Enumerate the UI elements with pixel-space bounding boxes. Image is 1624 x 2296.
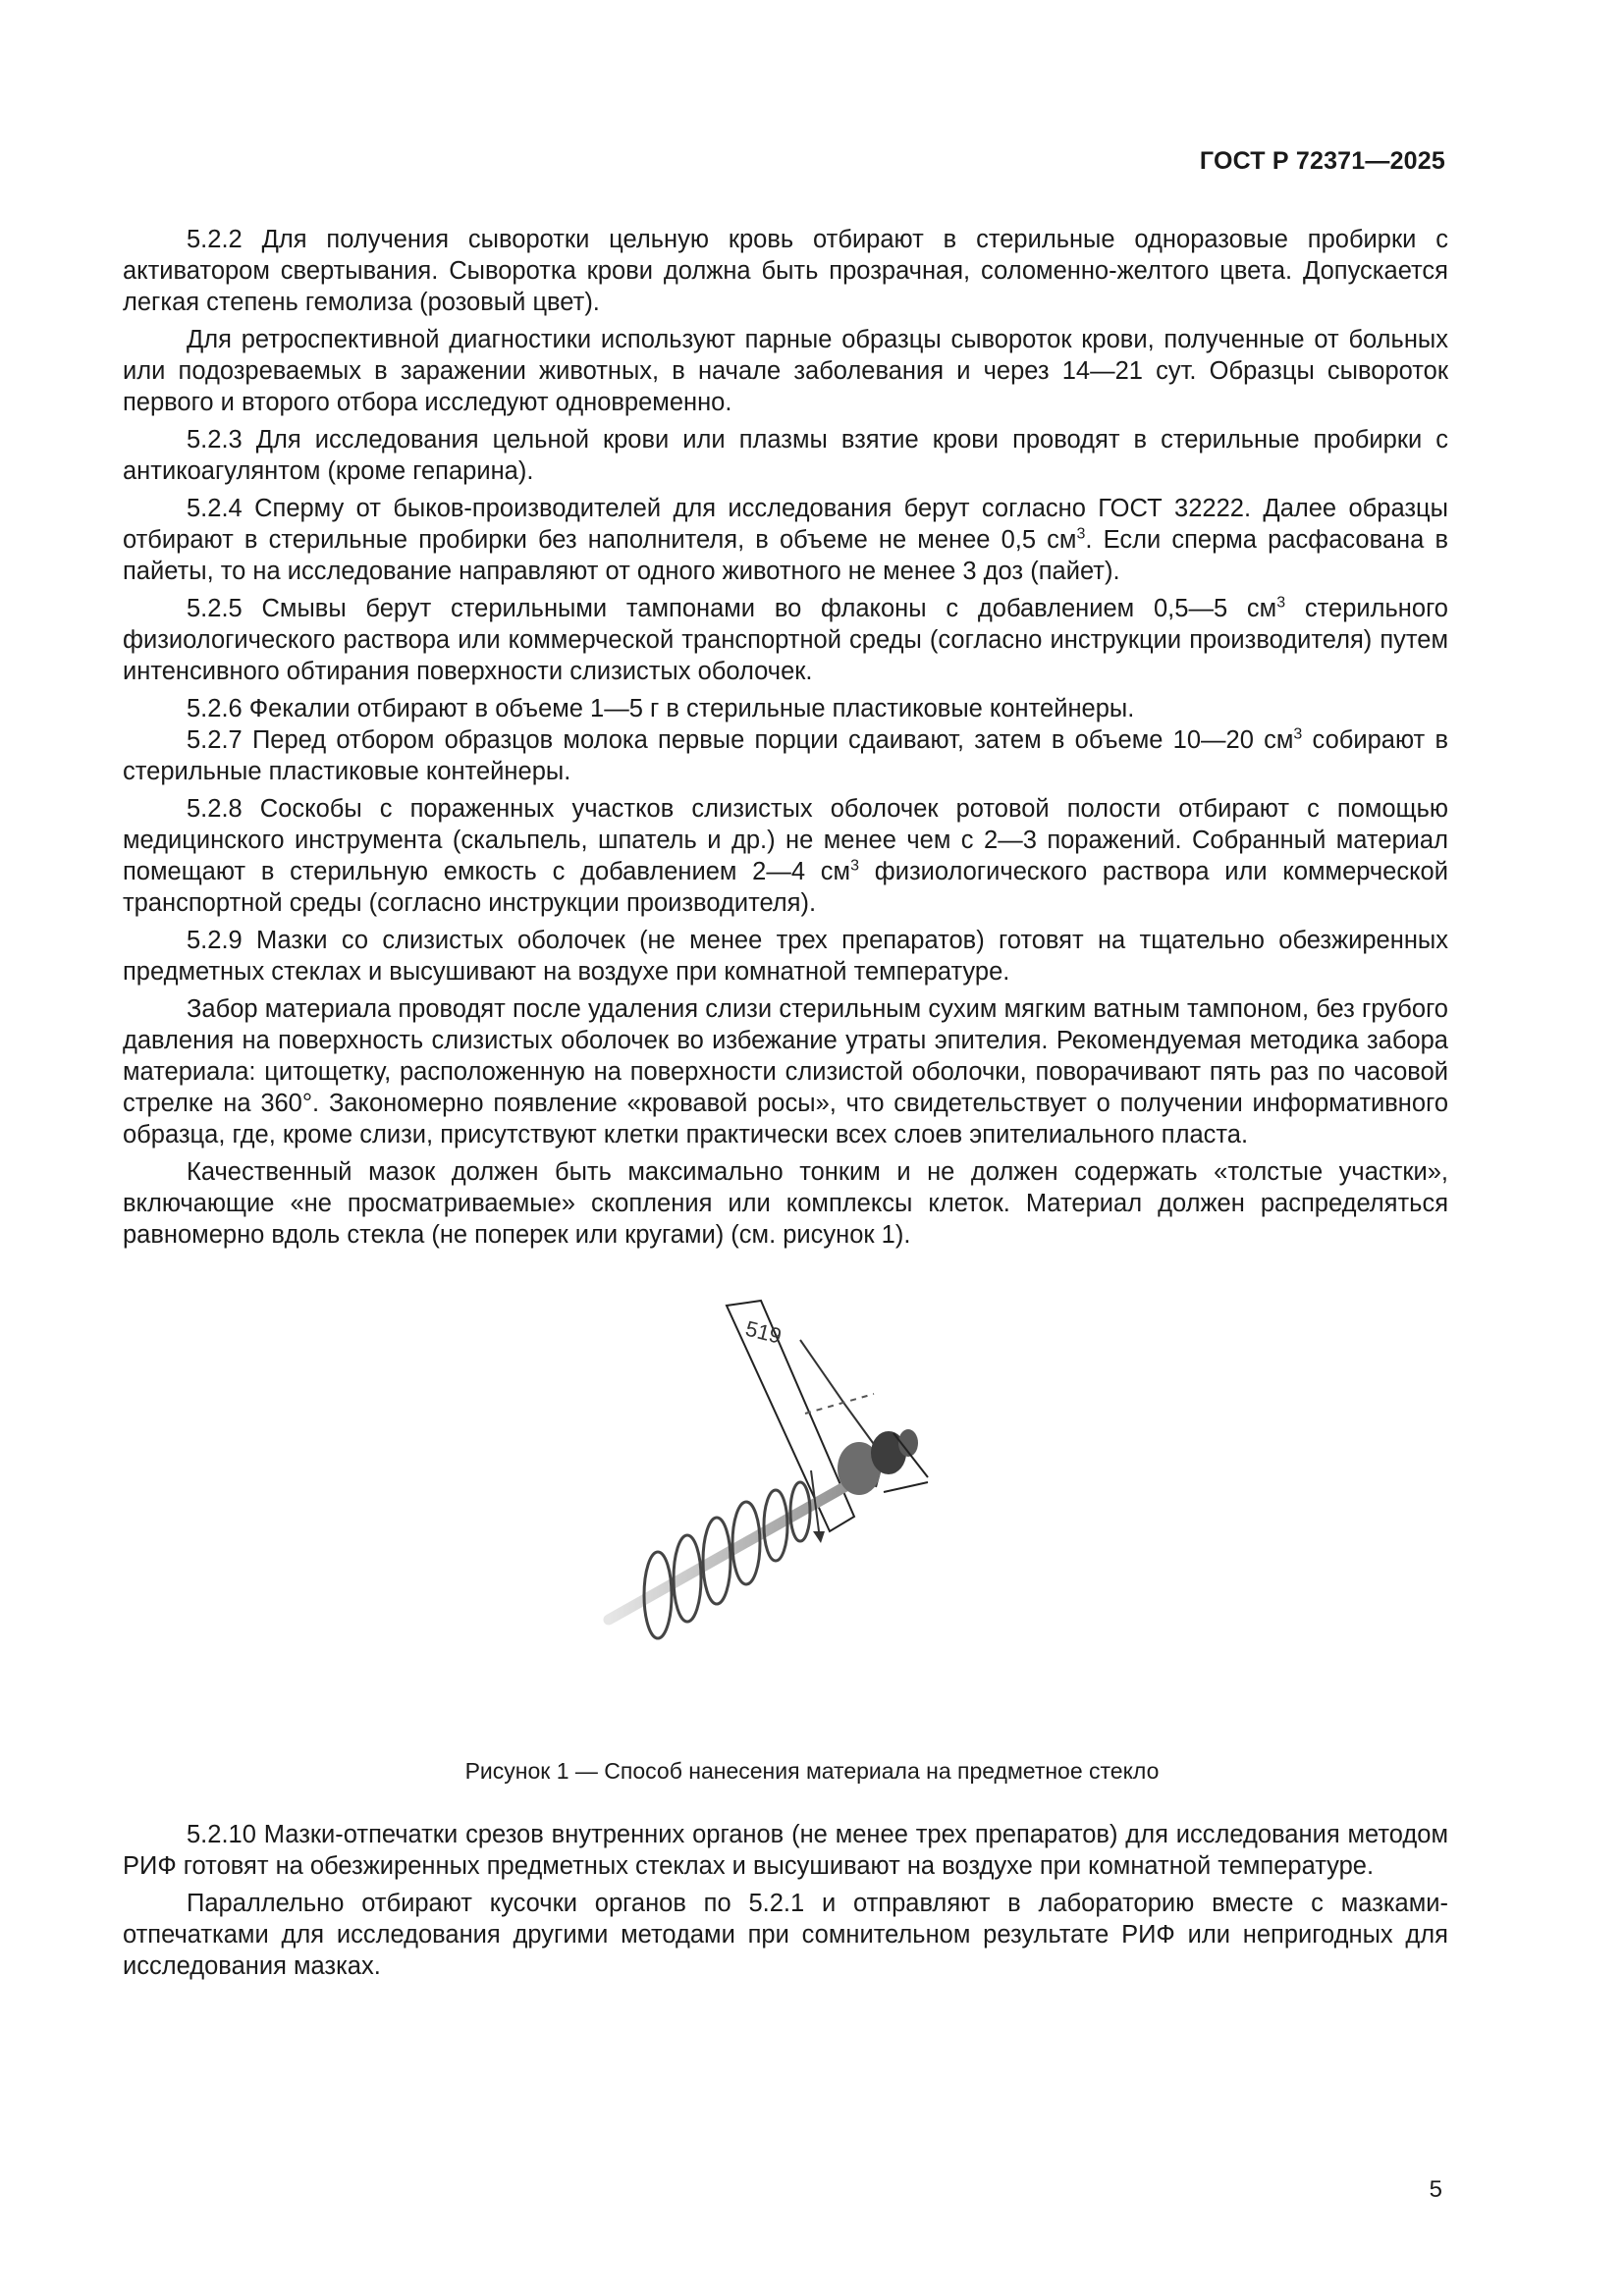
paragraph-5-2-6: 5.2.6 Фекалии отбирают в объеме 1—5 г в стерильные пластиковые контейнеры. xyxy=(187,695,1135,722)
brush-shaft xyxy=(609,1470,874,1620)
paragraph-5-2-7-text: 5.2.7 Перед отбором образцов молока первые порции сдаивают, затем в объеме 10—20 см xyxy=(187,726,1294,754)
body-text-section-2 xyxy=(123,1819,1448,1982)
page-number: 5 xyxy=(1429,2176,1442,2203)
superscript: 3 xyxy=(1076,525,1086,543)
paragraph-5-2-7-text-end: собирают в стерильные пластиковые контейнеры. xyxy=(123,726,1448,785)
superscript: 3 xyxy=(1293,725,1303,743)
paragraph-smear-quality: Качественный мазок должен быть максимально тонким и не должен содержать «толстые участки», включающие «не просматриваемые» скопления или комплексы клеток. Материал должен распределяться равномерно вдоль стекла (не поперек или кругами) (см. рисунок 1). xyxy=(123,1158,1448,1249)
paragraph-5-2-4-text-end: . Если сперма расфасована в пайеты, то на исследование направляют от одного животного не менее 3 доз (пайет). xyxy=(123,526,1448,585)
slide-label: 519 xyxy=(742,1315,785,1349)
paragraph-5-2-9: 5.2.9 Мазки со слизистых оболочек (не менее трех препаратов) готовят на тщательно обезжиренных предметных стеклах и высушивают на воздухе при комнатной температуре. xyxy=(123,927,1448,986)
slide-surface-base xyxy=(884,1482,928,1492)
paragraph-5-2-3: 5.2.3 Для исследования цельной крови или плазмы взятие крови проводят в стерильные пробирки с антикоагулянтом (кроме гепарина). xyxy=(123,426,1448,485)
cytobrush-illustration xyxy=(589,1296,1001,1669)
paragraph-retrospective: Для ретроспективной диагностики используют парные образцы сывороток крови, полученные от больных или подозреваемых в заражении животных, в начале заболевания и через 14—21 сут. Образцы сывороток первого и второго отбора исследуют одновременно. xyxy=(123,326,1448,416)
superscript: 3 xyxy=(850,857,859,875)
document-id-header: ГОСТ Р 72371—2025 xyxy=(1199,147,1445,175)
figure-1 xyxy=(589,1296,1001,1669)
paragraph-parallel: Параллельно отбирают кусочки органов по 5.2.1 и отправляют в лабораторию вместе с мазками-отпечатками для исследования другими методами при сомнительном результате РИФ или непригодных для исследования мазках. xyxy=(123,1890,1448,1980)
paragraph-5-2-5 xyxy=(123,593,1448,687)
paragraph-5-2-4-text: 5.2.4 Сперму от быков-производителей для исследования берут согласно ГОСТ 32222. Далее образцы отбирают в стерильные пробирки без наполнителя, в объеме не менее 0,5 см xyxy=(123,495,1448,554)
paragraph-sampling-method: Забор материала проводят после удаления слизи стерильным сухим мягким ватным тампоном, без грубого давления на поверхность слизистых оболочек во избежание утраты эпителия. Рекомендуемая методика забора материала: цитощетку, расположенную на поверхности слизистой оболочки, поворачивают пять раз по часовой стрелке на 360°. Закономерно появление «кровавой росы», что свидетельствует о получении информативного образца, где, кроме слизи, присутствуют клетки практически всех слоев эпителиального пласта. xyxy=(123,995,1448,1148)
superscript: 3 xyxy=(1276,594,1286,612)
figure-caption: Рисунок 1 — Способ нанесения материала на предметное стекло xyxy=(464,1758,1160,1784)
body-text-section xyxy=(123,224,1448,1251)
paragraph-5-2-10: 5.2.10 Мазки-отпечатки срезов внутренних органов (не менее трех препаратов) для исследования методом РИФ готовят на обезжиренных предметных стеклах и высушивают на воздухе при комнатной температуре. xyxy=(123,1821,1448,1880)
paragraph-5-2-5-text: 5.2.5 Смывы берут стерильными тампонами во флаконы с добавлением 0,5—5 см xyxy=(187,595,1277,622)
paragraph-5-2-5-text-end: стерильного физиологического раствора или коммерческой транспортной среды (согласно инструкции производителя) путем интенсивного обтирания поверхности слизистых оболочек. xyxy=(123,595,1448,685)
paragraph-5-2-2: 5.2.2 Для получения сыворотки цельную кровь отбирают в стерильные одноразовые пробирки с активатором свертывания. Сыворотка крови должна быть прозрачная, соломенно-желтого цвета. Допускается легкая степень гемолиза (розовый цвет). xyxy=(123,226,1448,316)
paragraph-5-2-8 xyxy=(123,793,1448,919)
brush-bristles xyxy=(838,1429,918,1495)
rotation-spiral xyxy=(644,1482,810,1638)
paragraph-5-2-4 xyxy=(123,493,1448,587)
paragraph-5-2-8-text-end: физиологического раствора или коммерческой транспортной среды (согласно инструкции производителя). xyxy=(123,858,1448,917)
paragraph-5-2-8-text: 5.2.8 Соскобы с пораженных участков слизистых оболочек ротовой полости отбирают с помощью медицинского инструмента (скальпель, шпатель и др.) не менее чем с 2—3 поражений. Собранный материал помещают в стерильную емкость с добавлением 2—4 см xyxy=(123,795,1448,885)
paragraph-5-2-7 xyxy=(123,724,1448,787)
